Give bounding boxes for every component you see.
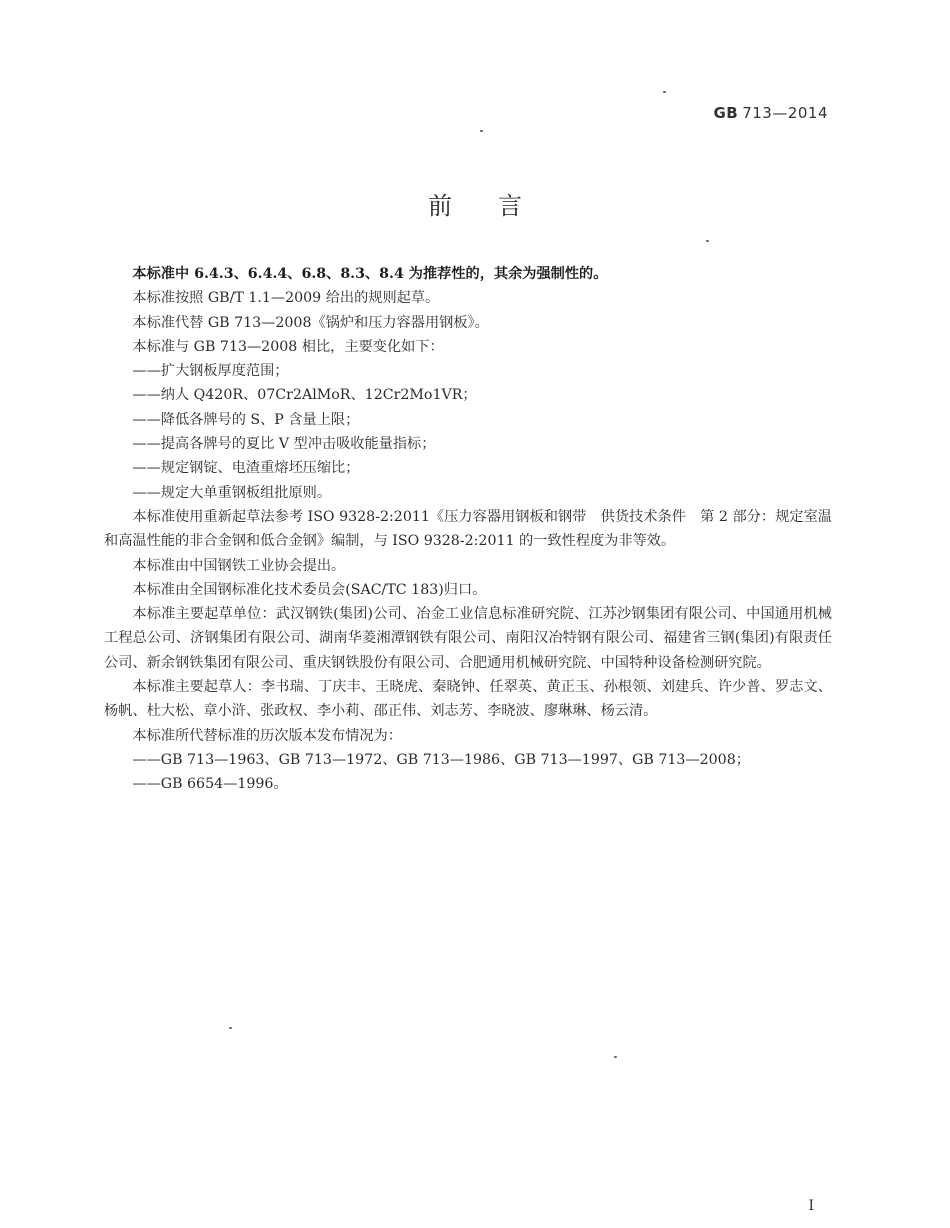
list-item: ——规定大单重钢板组批原则。 bbox=[132, 484, 332, 501]
page-number: I bbox=[808, 1198, 814, 1214]
paragraph: 本标准由中国钢铁工业协会提出。 bbox=[132, 557, 346, 574]
list-item: ——GB 713—1963、GB 713—1972、GB 713—1986、GB 713—1997、GB 713—2008； bbox=[132, 751, 750, 768]
list-item: ——提高各牌号的夏比 V 型冲击吸收能量指标； bbox=[132, 436, 436, 453]
paragraph: 本标准与 GB 713—2008 相比，主要变化如下： bbox=[132, 338, 444, 355]
paragraph: 本标准使用重新起草法参考 ISO 9328-2:2011《压力容器用钢板和钢带 供货技术条件 第 2 部分：规定室温和高温性能的非合金钢和低合金钢》编制，与 ISO 9328-2:2011 的一致性程度为非等效。 bbox=[104, 508, 832, 550]
paragraph: 本标准中 6.4.3、6.4.4、6.8、8.3、8.4 为推荐性的，其余为强制性的。 bbox=[132, 266, 608, 282]
scan-speck bbox=[706, 240, 709, 242]
list-item: ——降低各牌号的 S、P 含量上限； bbox=[132, 411, 360, 428]
page-title: 前言 bbox=[428, 192, 568, 220]
standard-code bbox=[713, 104, 828, 122]
scan-speck bbox=[614, 1056, 617, 1058]
paragraph: 本标准主要起草单位：武汉钢铁(集团)公司、冶金工业信息标准研究院、江苏沙钢集团有限公司、中国通用机械工程总公司、济钢集团有限公司、湖南华菱湘潭钢铁有限公司、南阳汉冶特钢有限公司、福建省三钢(集团)有限责任公司、新余钢铁集团有限公司、重庆钢铁股份有限公司、合肥通用机械研究院、中国特种设备检测研究院。 bbox=[104, 606, 832, 671]
list-item: ——GB 6654—1996。 bbox=[132, 776, 288, 793]
paragraph: 本标准所代替标准的历次版本发布情况为： bbox=[132, 727, 402, 744]
paragraph: 本标准代替 GB 713—2008《锅炉和压力容器用钢板》。 bbox=[132, 314, 489, 331]
standard-number: 713—2014 bbox=[742, 104, 828, 122]
scan-speck bbox=[663, 91, 666, 93]
foreword-body bbox=[104, 262, 832, 797]
standard-prefix: GB bbox=[713, 104, 739, 122]
list-item: ——规定钢锭、电渣重熔坯压缩比； bbox=[132, 460, 360, 477]
list-item: ——扩大钢板厚度范围； bbox=[132, 363, 289, 380]
scan-speck bbox=[229, 1027, 232, 1029]
list-item: ——纳人 Q420R、07Cr2AlMoR、12Cr2Mo1VR； bbox=[132, 387, 477, 404]
paragraph: 本标准按照 GB/T 1.1—2009 给出的规则起草。 bbox=[132, 290, 440, 307]
scan-speck bbox=[480, 130, 483, 132]
paragraph: 本标准主要起草人：李书瑞、丁庆丰、王晓虎、秦晓钟、任翠英、黄正玉、孙根领、刘建兵、许少普、罗志文、杨帆、杜大松、章小浒、张政权、李小莉、邵正伟、刘志芳、李晓波、廖琳琳、杨云清。 bbox=[104, 679, 832, 720]
paragraph: 本标准由全国钢标准化技术委员会(SAC/TC 183)归口。 bbox=[132, 581, 487, 598]
